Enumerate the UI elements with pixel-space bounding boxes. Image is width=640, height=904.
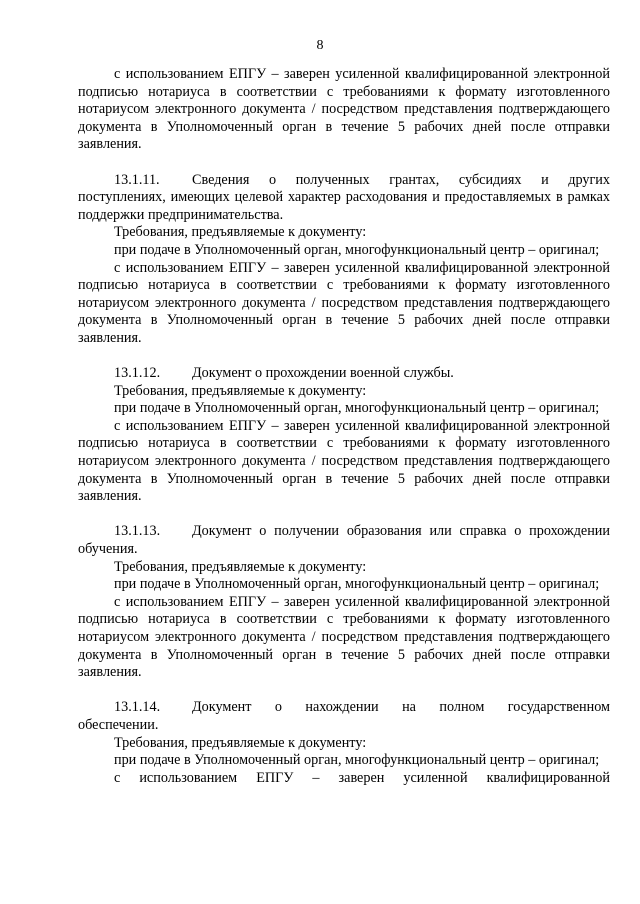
in-person-paragraph: при подаче в Уполномоченный орган, многофункциональный центр – оригинал;: [114, 400, 600, 417]
requirements-label: Требования, предъявляемые к документу:: [114, 382, 367, 399]
requirements-label: Требования, предъявляемые к документу:: [114, 734, 367, 751]
section-13-1-13: [78, 523, 610, 681]
section-number: 13.1.12.: [114, 365, 161, 382]
section-title: обеспечении.: [78, 716, 159, 733]
document-body: [78, 66, 610, 787]
epgu-paragraph: с использованием ЕПГУ – заверен усиленной квалифицированной электронной подписью нотариуса в соответствии с требованиями к формату изготовленного нотариусом электронного документа / посредством представления подтверждающего документа в Уполномоченный орган в течение 5 рабочих дней после отправки заявления.: [78, 259, 610, 346]
requirements-label: Требования, предъявляемые к документу:: [114, 558, 367, 575]
epgu-paragraph: с использованием ЕПГУ – заверен усиленной квалифицированной электронной подписью нотариуса в соответствии с требованиями к формату изготовленного нотариусом электронного документа / посредством представления подтверждающего документа в Уполномоченный орган в течение 5 рабочих дней после отправки заявления.: [78, 417, 610, 505]
section-title-first-line: Документ о получении образования или справка о прохождении: [192, 523, 610, 540]
page-number: 8: [316, 38, 324, 53]
requirements-label: Требования, предъявляемые к документу:: [114, 224, 367, 241]
in-person-paragraph: при подаче в Уполномоченный орган, многофункциональный центр – оригинал;: [114, 576, 600, 593]
section-title-first-line: Сведения о полученных грантах, субсидиях и других: [192, 171, 610, 188]
epgu-paragraph: с использованием ЕПГУ – заверен усиленной квалифицированной электронной подписью нотариуса в соответствии с требованиями к формату изготовленного нотариусом электронного документа / посредством представления подтверждающего документа в Уполномоченный орган в течение 5 рабочих дней после отправки заявления.: [78, 66, 610, 153]
epgu-paragraph-partial: с использованием ЕПГУ – заверен усиленной квалифицированной: [114, 769, 610, 786]
section-title: обучения.: [78, 541, 138, 558]
section-13-1-12: [78, 365, 610, 506]
in-person-paragraph: при подаче в Уполномоченный орган, многофункциональный центр – оригинал;: [114, 752, 600, 769]
epgu-paragraph: с использованием ЕПГУ – заверен усиленной квалифицированной электронной подписью нотариуса в соответствии с требованиями к формату изготовленного нотариусом электронного документа / посредством представления подтверждающего документа в Уполномоченный орган в течение 5 рабочих дней после отправки заявления.: [78, 593, 610, 681]
section-number: 13.1.11.: [114, 171, 160, 188]
section-number: 13.1.14.: [114, 699, 161, 716]
section-title: Документ о прохождении военной службы.: [192, 365, 454, 382]
section-13-1-14: [78, 699, 610, 787]
section-title: поступлениях, имеющих целевой характер расходования и предоставляемых в рамках поддержки предпринимательства.: [78, 189, 610, 223]
section-title-first-line: Документ о нахождении на полном государственном: [192, 699, 610, 716]
section-number: 13.1.13.: [114, 523, 161, 540]
section-13-1-11: [78, 172, 610, 348]
in-person-paragraph: при подаче в Уполномоченный орган, многофункциональный центр – оригинал;: [114, 241, 600, 258]
